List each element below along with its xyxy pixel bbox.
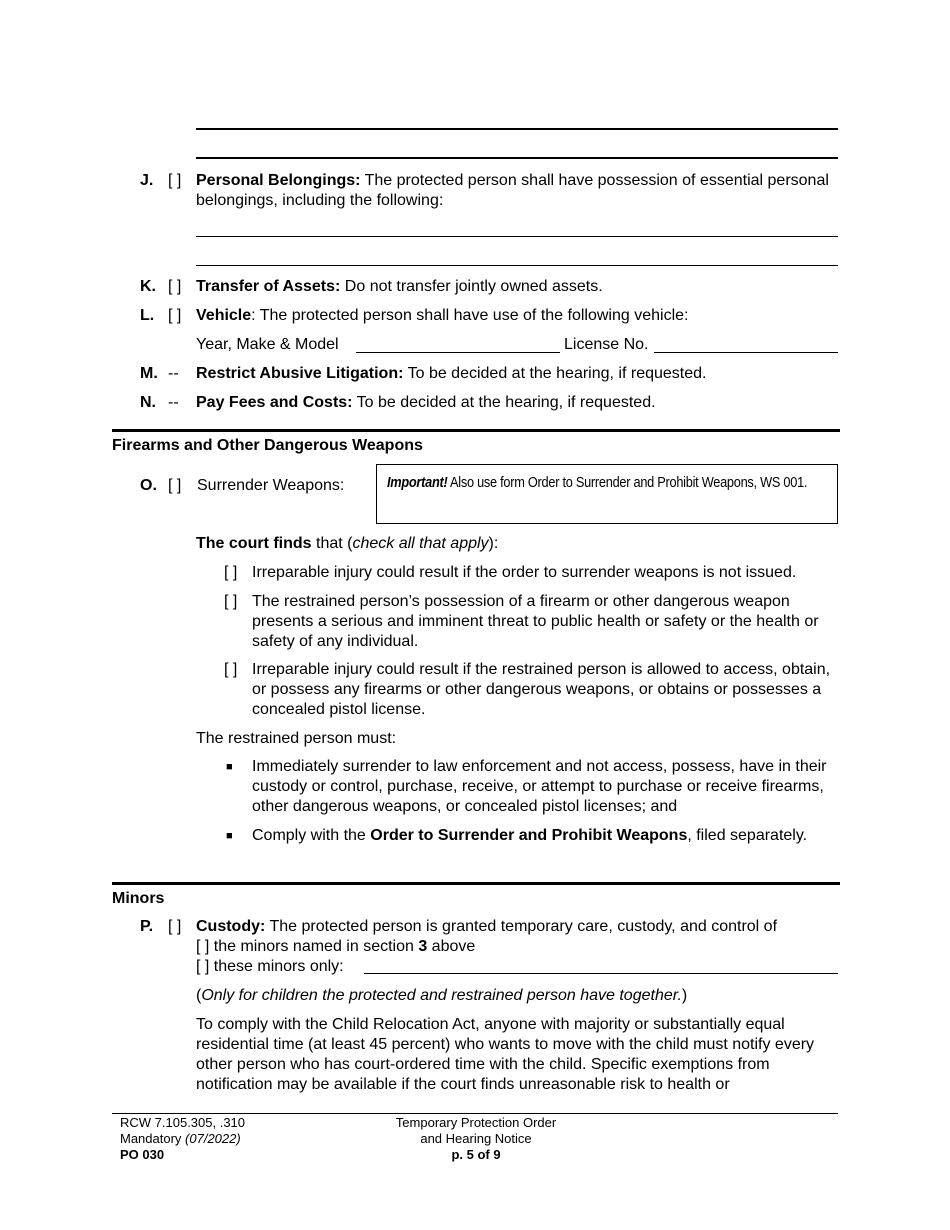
footer-mandatory [120, 1131, 241, 1147]
vehicle-license-field[interactable] [654, 352, 838, 353]
court-finds-bold: The court finds [196, 535, 312, 552]
children-note [196, 986, 841, 1006]
blank-line-1[interactable] [196, 128, 838, 130]
footer-mandatory-label: Mandatory [120, 1131, 186, 1146]
finding-1-checkbox[interactable]: [ ] [224, 564, 238, 581]
children-note-close: ) [681, 987, 688, 1004]
must-2-text [252, 826, 812, 846]
item-p-title: Custody: [196, 918, 266, 935]
relocation-paragraph: To comply with the Child Relocation Act, anyone with majority or substantially equal residential time (at least 45 percent) who wants to move with the child must notify every other person who has court-ordered time with the child. Specific exemptions from notification may be available if the court finds unreasonable risk to health or [196, 1016, 815, 1093]
item-n-dash: -- [168, 394, 179, 411]
item-o-checkbox[interactable]: [ ] [168, 477, 182, 494]
must-2-pre: Comply with the [252, 827, 371, 844]
footer-rcw: RCW 7.105.305, .310 [120, 1115, 246, 1130]
item-p-checkbox[interactable]: [ ] [168, 918, 182, 935]
custody-option-1-pre: [ ] the minors named in section [196, 938, 419, 955]
vehicle-license-label: License No. [564, 336, 649, 353]
finding-3-text: Irreparable injury could result if the restrained person is allowed to access, obtain, or possess any firearms or other dangerous weapons, or obtains or possesses a concealed pistol license. [252, 661, 831, 718]
item-m-title: Restrict Abusive Litigation: [196, 365, 404, 382]
item-n-body: To be decided at the hearing, if requested. [352, 394, 656, 411]
firearms-heading: Firearms and Other Dangerous Weapons [112, 437, 423, 454]
item-m-label: M. [140, 365, 158, 382]
footer-page-number: p. 5 of 9 [451, 1147, 501, 1162]
court-finds-em: check all that apply [352, 535, 489, 552]
item-j-title: Personal Belongings: [196, 172, 361, 189]
item-n-title: Pay Fees and Costs: [196, 394, 353, 411]
item-k-text [196, 277, 841, 297]
item-l-label: L. [140, 307, 155, 324]
item-l-text [196, 306, 841, 326]
must-2-post: , filed separately. [687, 827, 808, 844]
vehicle-year-label: Year, Make & Model [196, 336, 339, 353]
custody-option-2[interactable]: [ ] these minors only: [196, 958, 344, 975]
item-k-body: Do not transfer jointly owned assets. [340, 278, 603, 295]
important-text: Also use form Order to Surrender and Prohibit Weapons, WS 001. [447, 475, 808, 491]
item-j-body: The protected person shall have possession of essential personal belongings, including the following: [196, 172, 829, 209]
bullet-1: ■ [226, 761, 233, 773]
item-o-title: Surrender Weapons: [197, 477, 345, 494]
finding-2-text: The restrained person’s possession of a firearm or other dangerous weapon presents a serious and imminent threat to public health or safety or the health or safety of any individual. [252, 593, 819, 650]
item-o-label: O. [140, 477, 157, 494]
item-m-body: To be decided at the hearing, if requested. [403, 365, 707, 382]
important-label: Important! [387, 475, 448, 491]
custody-option-1-post: above [427, 938, 476, 955]
belongings-line-1[interactable] [196, 236, 838, 237]
item-k-label: K. [140, 278, 156, 295]
court-finds-end: ): [488, 535, 499, 552]
item-p-body: The protected person is granted temporary care, custody, and control of [265, 918, 778, 935]
blank-line-2[interactable] [196, 157, 838, 159]
item-m-dash: -- [168, 365, 179, 382]
minors-heading: Minors [112, 890, 165, 907]
item-k-checkbox[interactable]: [ ] [168, 278, 182, 295]
footer-rule [112, 1113, 838, 1114]
must-1-text: Immediately surrender to law enforcement and not access, possess, have in their custody or control, purchase, receive, or attempt to purchase or receive firearms, other dangerous weapons, or concealed pistol licenses; and [252, 758, 827, 815]
children-note-open: ( [196, 987, 202, 1004]
item-l-title: Vehicle [196, 307, 252, 324]
finding-3-checkbox[interactable]: [ ] [224, 661, 238, 678]
vehicle-year-field[interactable] [356, 352, 560, 353]
custody-option-1[interactable] [196, 937, 841, 957]
item-n-text [196, 393, 841, 413]
item-j-checkbox[interactable]: [ ] [168, 172, 182, 189]
restrained-must-label: The restrained person must: [196, 730, 397, 747]
court-finds-mid: that ( [311, 535, 353, 552]
item-p-label: P. [140, 918, 154, 935]
footer-form-number: PO 030 [120, 1147, 165, 1162]
item-m-text [196, 364, 841, 384]
custody-option-1-section: 3 [418, 938, 428, 955]
item-n-label: N. [140, 394, 156, 411]
footer-title-1: Temporary Protection Order [395, 1115, 557, 1130]
minors-section-rule [112, 882, 840, 885]
belongings-line-2[interactable] [196, 265, 838, 266]
bullet-2: ■ [226, 830, 233, 842]
must-2-bold: Order to Surrender and Prohibit Weapons [370, 827, 688, 844]
court-finds-line [196, 534, 841, 554]
item-j-text [196, 171, 841, 211]
item-l-checkbox[interactable]: [ ] [168, 307, 182, 324]
important-notice-box [376, 464, 838, 524]
finding-1-text: Irreparable injury could result if the order to surrender weapons is not issued. [252, 564, 797, 581]
children-note-em: Only for children the protected and restrained person have together. [201, 987, 682, 1004]
footer-title-2: and Hearing Notice [420, 1131, 532, 1146]
item-j-label: J. [140, 172, 154, 189]
footer-mandatory-date: (07/2022) [185, 1131, 241, 1146]
item-l-body: : The protected person shall have use of the following vehicle: [251, 307, 689, 324]
finding-2-checkbox[interactable]: [ ] [224, 593, 238, 610]
item-p-text [196, 917, 841, 937]
item-k-title: Transfer of Assets: [196, 278, 341, 295]
custody-minors-field[interactable] [364, 973, 838, 974]
firearms-section-rule [112, 429, 840, 432]
